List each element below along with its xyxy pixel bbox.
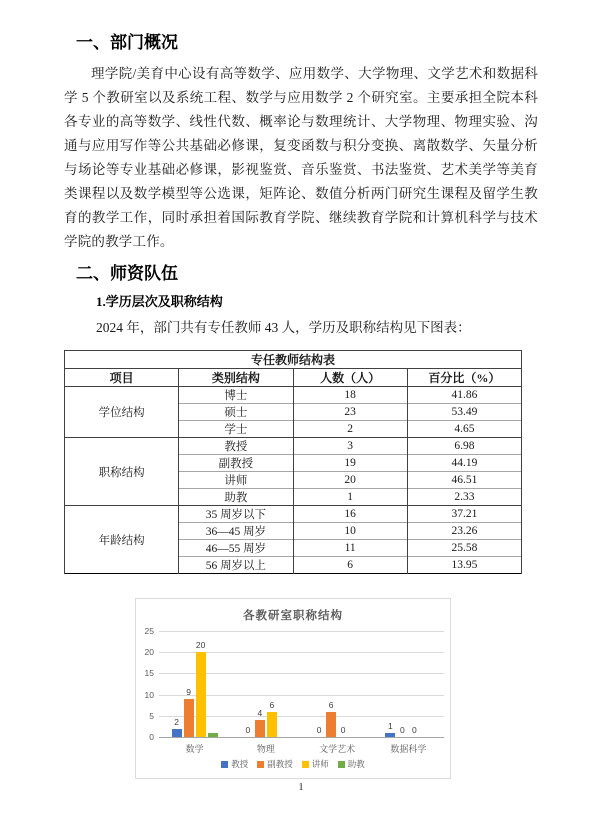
chart-legend-item [257,758,293,770]
table-title-cell: 专任教师结构表 [65,351,522,369]
table-cell: 1 [293,489,407,506]
chart-bar-slot [196,641,206,737]
chart-bar-group [302,631,373,737]
chart-legend-item [338,758,365,770]
table-cell: 6 [293,557,407,574]
chart-bar-slot [172,718,182,737]
table-cell: 46.51 [407,472,521,489]
chart-bar-slot [267,701,277,737]
table-cell: 2.33 [407,489,521,506]
section2-intro-text: 2024 年，部门共有专任教师 43 人，学历及职称结构见下图表： [96,320,471,335]
table-row [65,438,522,455]
chart-bar-slot [397,726,407,737]
table-cell: 37.21 [407,506,521,523]
chart-category-label: 数学 [185,744,204,754]
chart-gridline [159,737,444,738]
legend-swatch-icon [257,761,264,768]
chart-data-label: 0 [340,725,346,735]
legend-label: 教授 [231,759,249,769]
table-cell: 41.86 [407,387,521,404]
chart-data-label: 20 [195,640,206,651]
table-cell: 56 周岁以上 [179,557,293,574]
table-header-cell: 类别结构 [179,369,293,387]
section1-heading: 一、部门概况 [76,33,178,52]
table-cell: 25.58 [407,540,521,557]
chart-data-label: 4 [257,708,263,719]
chart-data-label: 0 [412,725,417,735]
chart-category-label: 数据科学 [390,744,427,754]
table-cell: 教授 [179,438,293,455]
table-header-cell: 项目 [65,369,179,387]
table-cell: 20 [293,472,407,489]
chart-bar-group [230,631,301,737]
chart-plot-area [159,631,444,737]
page-number: 1 [298,781,304,793]
chart-bar [255,720,265,737]
chart-y-tick-label: 15 [144,668,154,679]
chart-y-tick-label: 5 [149,710,154,721]
table-cell: 6.98 [407,438,521,455]
chart-bar-slot [208,733,218,737]
section2-subheading: 1.学历层次及职称结构 [96,294,223,309]
table-cell: 2 [293,421,407,438]
section1-paragraph: 理学院/美育中心设有高等数学、应用数学、大学物理、文学艺术和数据科学 5 个教研室以及系统工程、数学与应用数学 2 个研究室。主要承担全院本科各专业的高等数学、线性代数、概率论与数理统计、大学物理、物理实验、沟通与应用写作等公共基础必修课，复变函数与积分变换、离散数学、矢量分析与场论等专业基础必修课，影视鉴赏、音乐鉴赏、书法鉴赏、艺术美学等美育类课程以及数学模型等公选课，矩阵论、数值分析两门研究生课程及留学生教育的教学工作，同时承担着国际教育学院、继续教育学院和计算机科学与技术学院的教学工作。 [64,66,538,249]
chart-data-label: 0 [316,725,322,735]
table-cell: 讲师 [179,472,293,489]
table-cell: 3 [293,438,407,455]
chart-x-axis-labels [159,742,444,755]
legend-label: 助教 [347,759,365,769]
chart-title: 各教研室职称结构 [243,610,343,622]
table-cell: 23 [293,404,407,421]
chart-y-tick-label: 0 [149,732,154,742]
chart-bar [196,652,206,737]
table-cell: 10 [293,523,407,540]
table-cell: 53.49 [407,404,521,421]
chart-bar-slot [338,726,348,737]
table-cell: 学士 [179,421,293,438]
chart-data-label: 6 [328,699,334,710]
chart-y-tick-label: 10 [144,689,154,700]
chart-bar [326,712,336,737]
chart-data-label: 1 [388,720,393,731]
table-header-cell: 人数（人） [293,369,407,387]
table-cell: 11 [293,540,407,557]
teacher-structure-table [64,350,522,574]
chart-bar-slot [243,726,253,737]
chart-data-label: 9 [186,686,191,697]
table-cell: 36—45 周岁 [179,523,293,540]
table-cell: 16 [293,506,407,523]
chart-y-tick-label: 25 [144,626,154,636]
table-cell: 博士 [179,387,293,404]
table-title-row [65,351,522,369]
chart-bar-slot [409,726,419,737]
table-cell: 18 [293,387,407,404]
table-group-cell: 年龄结构 [65,506,179,574]
table-cell: 副教授 [179,455,293,472]
table-group-cell: 职称结构 [65,438,179,506]
legend-label: 副教授 [267,759,293,769]
chart-data-label: 0 [245,725,251,735]
chart-bar-slot [314,726,324,737]
chart-bar-slot [326,701,336,737]
legend-swatch-icon [221,761,228,768]
chart-bar-slot [184,688,194,737]
table-header-cell: 百分比（%） [407,369,521,387]
table-cell: 助教 [179,489,293,506]
table-cell: 23.26 [407,523,521,540]
chart-bar-group [373,631,444,737]
chart-bar [385,733,395,737]
table-row [65,506,522,523]
table-cell: 46—55 周岁 [179,540,293,557]
chart-legend-item [221,758,248,770]
table-cell: 19 [293,455,407,472]
chart-data-label: 0 [400,725,405,735]
chart-bar-slot [385,722,395,737]
chart-bar [208,733,218,737]
legend-label: 讲师 [311,759,329,769]
table-cell: 硕士 [179,404,293,421]
chart [135,598,451,779]
chart-bar [184,699,194,737]
chart-legend [136,758,450,770]
chart-bar [172,729,182,737]
legend-swatch-icon [302,761,309,768]
chart-category-label: 物理 [256,744,275,754]
chart-data-label: 6 [269,699,275,710]
table-header-row [65,369,522,387]
chart-bar-group [159,631,230,737]
legend-swatch-icon [338,761,345,768]
chart-data-label: 2 [174,716,179,727]
table-cell: 44.19 [407,455,521,472]
chart-bar-slot [255,709,265,737]
table-group-cell: 学位结构 [65,387,179,438]
chart-bar [267,712,277,737]
table-cell: 13.95 [407,557,521,574]
section2-heading: 二、师资队伍 [76,264,178,283]
table-cell: 4.65 [407,421,521,438]
chart-legend-item [302,758,329,770]
chart-category-label: 文学艺术 [319,744,356,754]
chart-y-tick-label: 20 [144,647,154,658]
table-row [65,387,522,404]
table-cell: 35 周岁以下 [179,506,293,523]
